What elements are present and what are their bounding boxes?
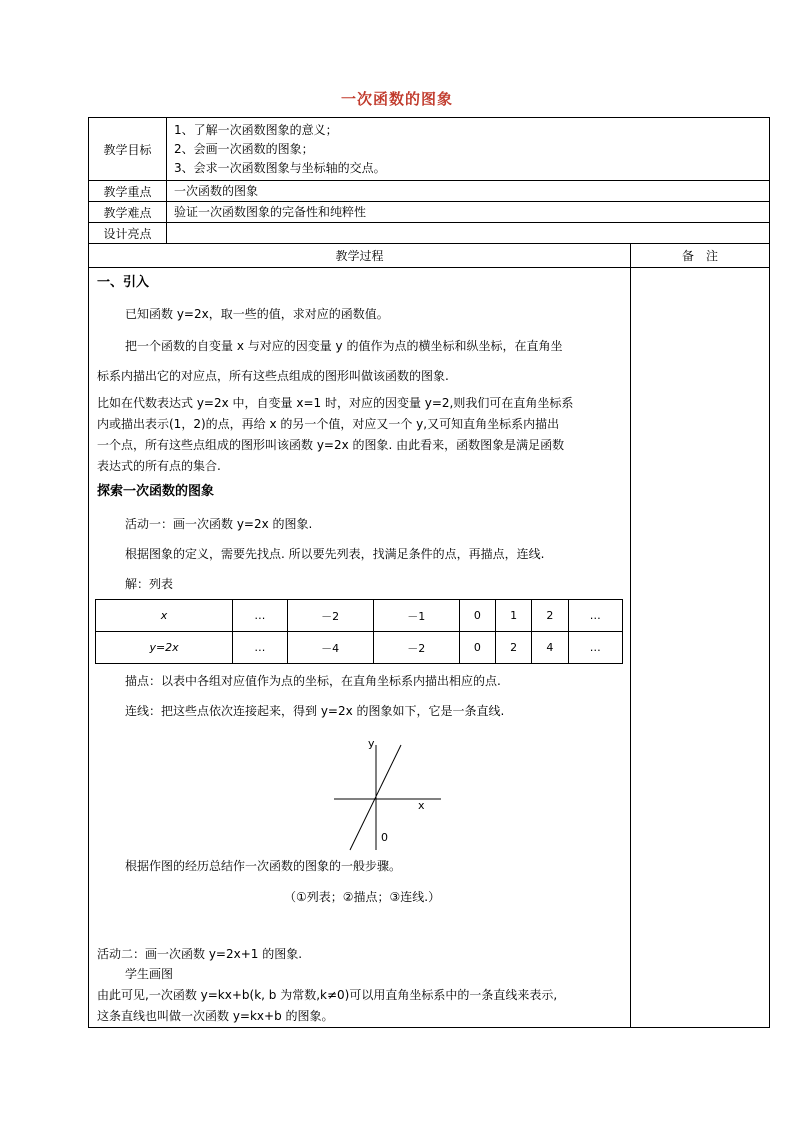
- goals-item-3: 3、会求一次函数图象与坐标轴的交点。: [174, 161, 386, 175]
- plot-step: 描点：以表中各组对应值作为点的坐标，在直角坐标系内描出相应的点.: [125, 674, 501, 688]
- notes-column-divider: [630, 244, 631, 1027]
- table-cell: …: [568, 600, 622, 632]
- section-intro-heading: 一、引入: [97, 275, 150, 290]
- section-explore-heading: 探索一次函数的图象: [97, 484, 215, 499]
- goals-row: [89, 118, 769, 181]
- highlight-label: 设计亮点: [89, 223, 167, 243]
- table-cell: －2: [373, 632, 459, 664]
- solution-label: 解：列表: [125, 577, 174, 591]
- table-cell: 0: [459, 632, 495, 664]
- connect-step: 连线：把这些点依次连接起来，得到 y=2x 的图象如下，它是一条直线.: [125, 704, 505, 718]
- table-cell: 1: [496, 600, 532, 632]
- notes-header: 备 注: [681, 249, 718, 263]
- table-cell: y=2x: [96, 632, 233, 664]
- intro-para-2b: 标系内描出它的对应点，所有这些点组成的图形叫做该函数的图象.: [97, 369, 449, 383]
- table-cell: －4: [287, 632, 373, 664]
- table-cell: －2: [287, 600, 373, 632]
- difficulty-label: 教学难点: [89, 202, 167, 222]
- lesson-table: [88, 117, 770, 1028]
- y-axis-label: y: [368, 737, 375, 750]
- goals-item-1: 1、了解一次函数图象的意义；: [174, 123, 338, 137]
- difficulty-value: 验证一次函数图象的完备性和纯粹性: [174, 205, 367, 219]
- intro-para-3d: 表达式的所有点的集合.: [97, 459, 221, 473]
- table-cell: 0: [459, 600, 495, 632]
- function-graph: [326, 735, 546, 855]
- goals-item-2: 2、会画一次函数的图象；: [174, 142, 314, 156]
- table-row: [96, 632, 623, 664]
- key-point-label: 教学重点: [89, 181, 167, 201]
- intro-para-3a: 比如在代数表达式 y=2x 中，自变量 x=1 时，对应的因变量 y=2,则我们可在直角坐标系: [97, 396, 574, 410]
- intro-para-1: 已知函数 y=2x，取一些的值，求对应的函数值。: [125, 307, 389, 321]
- table-row: [96, 600, 623, 632]
- intro-para-3c: 一个点，所有这些点组成的图形叫该函数 y=2x 的图象. 由此看来，函数图象是满足函数: [97, 438, 565, 452]
- conclusion-a: 由此可见,一次函数 y=kx+b(k, b 为常数,k≠0)可以用直角坐标系中的一条直线来表示,: [97, 988, 558, 1002]
- student-drawing-label: 学生画图: [125, 967, 174, 981]
- table-cell: x: [96, 600, 233, 632]
- activity-2-title: 活动二：画一次函数 y=2x+1 的图象.: [97, 947, 303, 961]
- activity-1-title: 活动一：画一次函数 y=2x 的图象.: [125, 517, 313, 531]
- x-axis-label: x: [418, 799, 425, 812]
- intro-para-3b: 内或描出表示(1，2)的点，再给 x 的另一个值，对应又一个 y,又可知直角坐标系内描出: [97, 417, 560, 431]
- table-cell: 4: [532, 632, 568, 664]
- origin-label: 0: [381, 831, 388, 844]
- steps-text: （①列表；②描点；③连线.）: [284, 890, 441, 904]
- value-table: [95, 599, 623, 664]
- summary-text: 根据作图的经历总结作一次函数的图象的一般步骤。: [125, 859, 402, 873]
- table-cell: …: [233, 600, 287, 632]
- conclusion-b: 这条直线也叫做一次函数 y=kx+b 的图象。: [97, 1009, 334, 1023]
- table-cell: …: [233, 632, 287, 664]
- highlight-row: [89, 223, 769, 244]
- process-header: 教学过程: [335, 249, 384, 263]
- table-cell: －1: [373, 600, 459, 632]
- document-title: 一次函数的图象: [340, 90, 453, 108]
- difficulty-row: [89, 202, 769, 223]
- key-point-value: 一次函数的图象: [174, 184, 259, 198]
- activity-1-desc: 根据图象的定义，需要先找点. 所以要先列表，找满足条件的点，再描点，连线.: [125, 547, 545, 561]
- table-cell: 2: [532, 600, 568, 632]
- key-point-row: [89, 181, 769, 202]
- intro-para-2a: 把一个函数的自变量 x 与对应的因变量 y 的值作为点的横坐标和纵坐标，在直角坐: [125, 339, 563, 353]
- table-cell: 2: [496, 632, 532, 664]
- table-cell: …: [568, 632, 622, 664]
- goals-label: 教学目标: [89, 118, 167, 180]
